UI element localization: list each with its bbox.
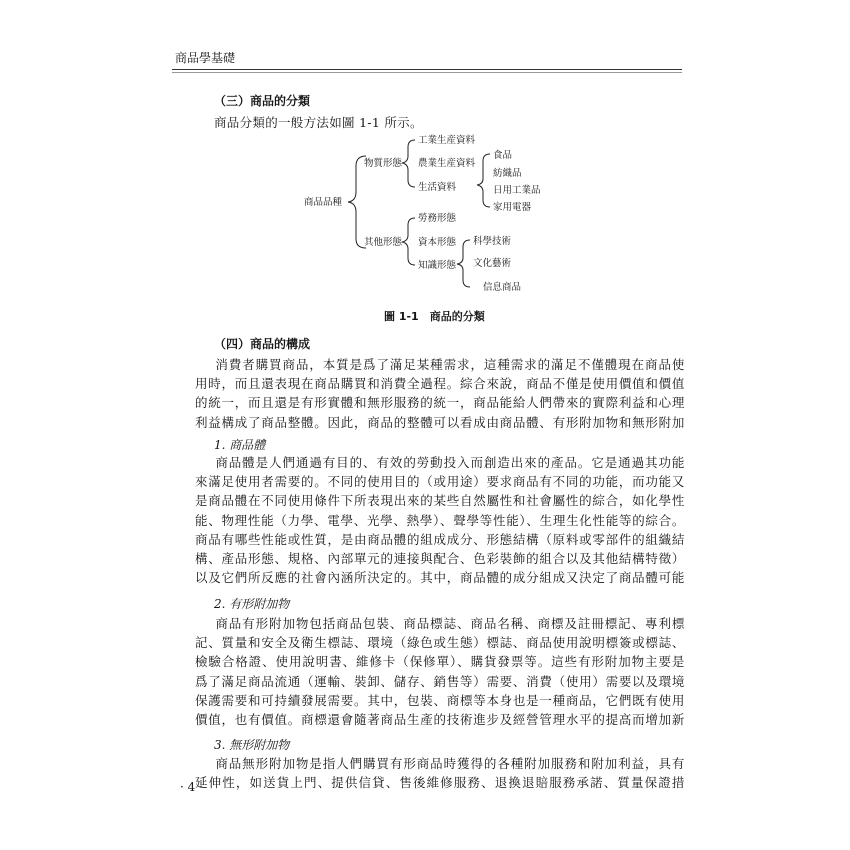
- root-brace: [348, 156, 366, 248]
- diagram-leaf: 文化藝術: [473, 258, 512, 269]
- paragraph-2: [195, 453, 685, 590]
- subheading-1: 1. 商品體: [214, 438, 266, 452]
- paragraph-2-text: 商品體是人們通過有目的、有效的勞動投入而創造出來的產品。它是通過其功能來滿足使用者需要的。不同的使用目的（或用途）要求商品有不同的功能，而功能又是商品體在不同使用條件下所表現出來的某些自然屬性和社會屬性的綜合，如化學性能、物理性能（力學、電學、光學、熱學）、聲學等性能）、生理生化性能等的綜合。商品有哪些性能或性質，是由商品體的組成成分、形態結構（原料或零部件的組織結構、產品形態、規格、內部單元的連接與配合、色彩裝飾的組合以及其他結構特徵）以及它們所反應的社會內涵所決定的。其中，商品體的成分組成又決定了商品體可能: [195, 455, 685, 586]
- figure-caption: 圖 1-1 商品的分類: [384, 310, 485, 323]
- classification-diagram: [0, 0, 850, 320]
- diagram-node: 農業生産資料: [418, 158, 476, 169]
- diagram-node: 勞務形態: [418, 213, 457, 224]
- branch1-brace: [402, 140, 415, 187]
- page-number: · 4 ·: [180, 780, 203, 794]
- diagram-node: 資本形態: [418, 237, 457, 248]
- leaves2-brace: [457, 240, 470, 287]
- diagram-leaf: 食品: [493, 150, 513, 161]
- paragraph-3: [195, 614, 685, 731]
- subheading-2: 2. 有形附加物: [214, 597, 290, 611]
- diagram-node: 工業生産資料: [418, 135, 476, 146]
- diagram-leaf: 日用工業品: [493, 185, 541, 196]
- branch2-brace: [402, 218, 415, 265]
- paragraph-3-text: 商品有形附加物包括商品包裝、商品標誌、商品名稱、商標及註冊標記、專利標記、質量和安全及衛生標誌、環境（綠色或生態）標誌、商品使用說明標簽或標誌、檢驗合格證、使用說明書、維修卡（保修單）、購貨發票等。這些有形附加物主要是爲了滿足商品流通（運輸、裝卸、儲存、銷售等）需要、消費（使用）需要以及環境保護需要和可持續發展需要。其中，包裝、商標等本身也是一種商品，它們既有使用價值，也有價值。商標還會隨著商品生產的技術進步及經營管理水平的提高而增加新: [195, 616, 685, 728]
- leaves1-brace: [477, 154, 490, 207]
- diagram-node: 生活資料: [418, 182, 457, 193]
- paragraph-1: [195, 355, 685, 433]
- diagram-root: 商品品種: [304, 197, 343, 208]
- diagram-leaf: 紡織品: [493, 168, 522, 179]
- subheading-3: 3. 無形附加物: [214, 738, 290, 752]
- section3-heading: （三）商品的分類: [214, 94, 311, 108]
- diagram-node: 知識形態: [418, 260, 457, 271]
- diagram-branch-material: 物質形態: [364, 158, 403, 169]
- paragraph-1-text: 消費者購買商品，本質是爲了滿足某種需求，這種需求的滿足不僅體現在商品使用時，而且還表現在商品購買和消費全過程。綜合來說，商品不僅是使用價值和價值的統一，而且還是有形實體和無形服務的統一，商品能給人們帶來的實際利益和心理利益構成了商品整體。因此，商品的整體可以看成由商品體、有形附加物和無形附加: [195, 357, 685, 430]
- diagram-branch-other: 其他形態: [364, 237, 403, 248]
- diagram-leaf: 家用電器: [493, 202, 532, 213]
- diagram-leaf: 科學技術: [473, 236, 512, 247]
- paragraph-4-text: 商品無形附加物是指人們購買有形商品時獲得的各種附加服務和附加利益，具有延伸性，如送貨上門、提供信貸、售後維修服務、退換退賠服務承諾、質量保證措: [195, 756, 685, 791]
- paragraph-4: [195, 754, 685, 794]
- section3-intro: 商品分類的一般方法如圖 1-1 所示。: [214, 115, 423, 130]
- diagram-leaf: 信息商品: [483, 282, 522, 293]
- running-head: 商品學基礎: [175, 51, 236, 65]
- section4-heading: （四）商品的構成: [214, 337, 311, 351]
